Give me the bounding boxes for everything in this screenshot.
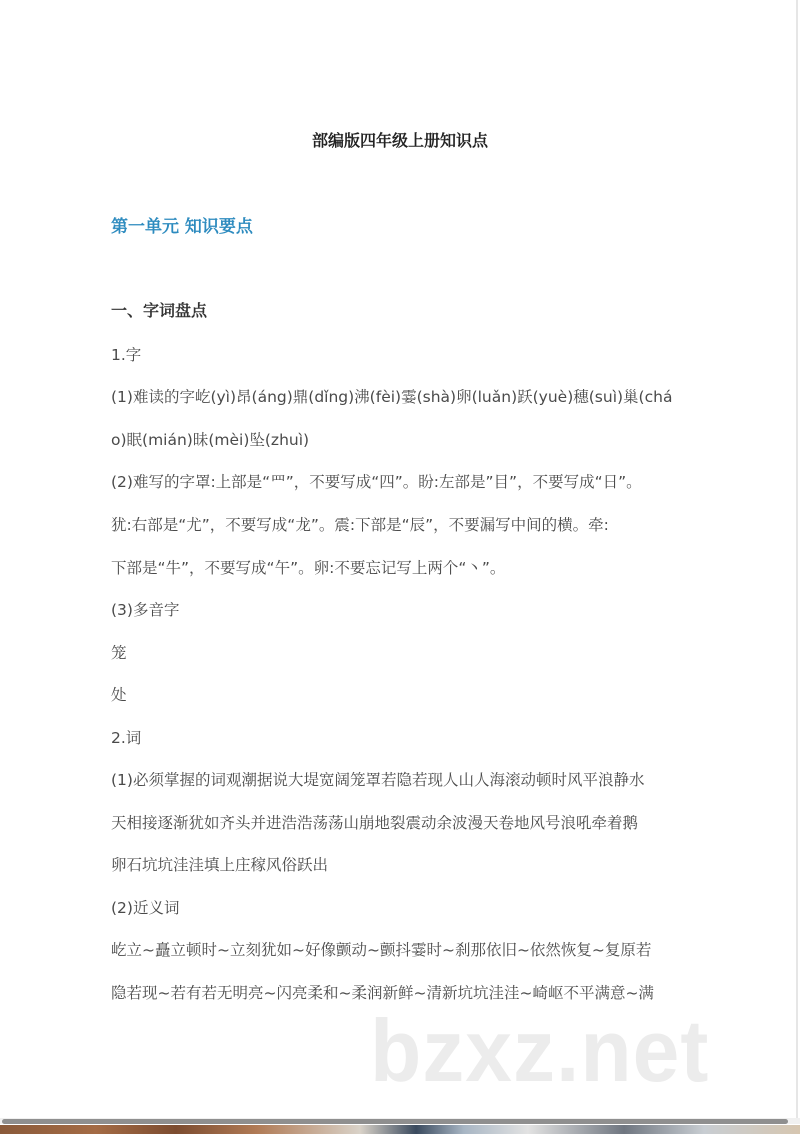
subheading-synonyms: (2)近义词 — [111, 899, 180, 917]
paragraph-line: 屹立~矗立顿时~立刻犹如~好像颤动~颤抖霎时~刹那依旧~依然恢复~复原若 — [111, 941, 652, 959]
paragraph-line: 卵石坑坑洼洼填上庄稼风俗跃出 — [111, 856, 329, 874]
unit-heading: 第一单元 知识要点 — [111, 217, 253, 237]
paragraph-line: 笼 — [111, 644, 127, 662]
paragraph-line: (1)必须掌握的词观潮据说大堤宽阔笼罩若隐若现人山人海滚动顿时风平浪静水 — [111, 771, 645, 789]
paragraph-line: 处 — [111, 686, 127, 704]
paragraph-line: 天相接逐渐犹如齐头并进浩浩荡荡山崩地裂震动余波漫天卷地风号浪吼牵着鹅 — [111, 814, 639, 832]
paragraph-line: 犹:右部是“尤”，不要写成“龙”。震:下部是“辰”，不要漏写中间的横。牵: — [111, 516, 609, 534]
subheading-polyphones: (3)多音字 — [111, 601, 180, 619]
subheading-words: 2.词 — [111, 729, 142, 747]
paragraph-line: (1)难读的字屹(yì)昂(áng)鼎(dǐng)沸(fèi)霎(shà)卵(luǎn)跃(yuè)穗(suì)巢(chá — [111, 388, 673, 406]
horizontal-scrollbar-thumb[interactable] — [2, 1119, 788, 1124]
watermark: bzxz.net — [370, 1001, 710, 1100]
paragraph-line: (2)难写的字罩:上部是“罒”，不要写成“四”。盼:左部是”目”，不要写成“日”。 — [111, 473, 642, 491]
section-heading: 一、字词盘点 — [111, 301, 208, 320]
subheading-characters: 1.字 — [111, 346, 142, 364]
paragraph-line: o)眠(mián)昧(mèi)坠(zhuì) — [111, 431, 310, 449]
paragraph-line: 下部是“牛”，不要写成“午”。卵:不要忘记写上两个“丶”。 — [111, 559, 506, 577]
next-page-image-edge — [0, 1125, 800, 1134]
document-title: 部编版四年级上册知识点 — [311, 131, 488, 150]
page-edge-border — [796, 0, 798, 1118]
paragraph-line: 隐若现~若有若无明亮~闪亮柔和~柔润新鲜~清新坑坑洼洼~崎岖不平满意~满 — [111, 984, 654, 1002]
